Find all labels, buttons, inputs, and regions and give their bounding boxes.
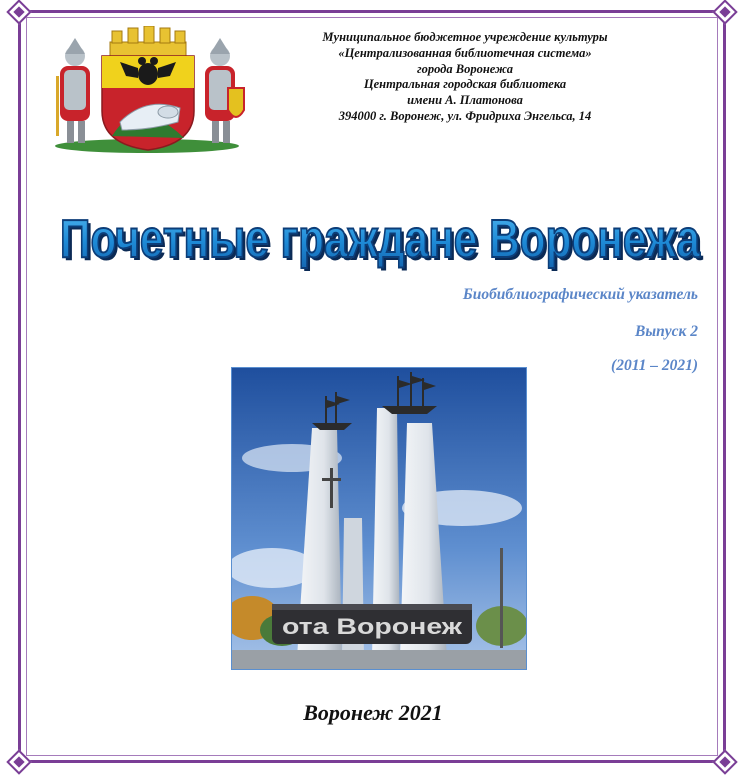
monument-sign-text: ота Воронеж <box>282 614 463 639</box>
frame-border-inner <box>717 17 718 756</box>
document-title <box>40 200 720 280</box>
issue-number: Выпуск 2 <box>635 323 698 340</box>
header-line: Муниципальное бюджетное учреждение культуры <box>322 30 608 44</box>
header-line: «Централизованная библиотечная система» <box>338 45 592 60</box>
frame-border <box>18 10 726 13</box>
header-line: имени А. Платонова <box>407 93 523 108</box>
frame-border <box>18 760 726 763</box>
frame-border <box>18 10 21 763</box>
frame-corner-ornament <box>6 0 31 25</box>
publication-place-year: Воронеж 2021 <box>303 700 443 725</box>
institution-header <box>250 30 680 125</box>
header-line: Центральная городская библиотека <box>363 77 567 92</box>
knight-figure-right <box>205 38 244 143</box>
frame-border-inner <box>26 755 718 756</box>
crown <box>110 26 186 56</box>
header-line: города Воронежа <box>416 61 514 76</box>
title-text: Почетные граждане Воронежа <box>60 209 701 269</box>
frame-border-inner <box>26 17 27 756</box>
document-subtitle: Биобиблиографический указатель <box>462 286 698 303</box>
frame-corner-ornament <box>6 749 31 774</box>
header-line: 394000 г. Воронеж, ул. Фридриха Энгельса, 14 <box>338 108 592 123</box>
monument-photo <box>231 367 527 670</box>
knight-figure-left <box>56 38 90 143</box>
year-range: (2011 – 2021) <box>611 357 698 374</box>
frame-border <box>723 10 726 763</box>
frame-border-inner <box>26 17 718 18</box>
voronezh-coat-of-arms <box>50 26 245 154</box>
title-shadow: Почетные граждане Воронежа <box>63 212 704 272</box>
